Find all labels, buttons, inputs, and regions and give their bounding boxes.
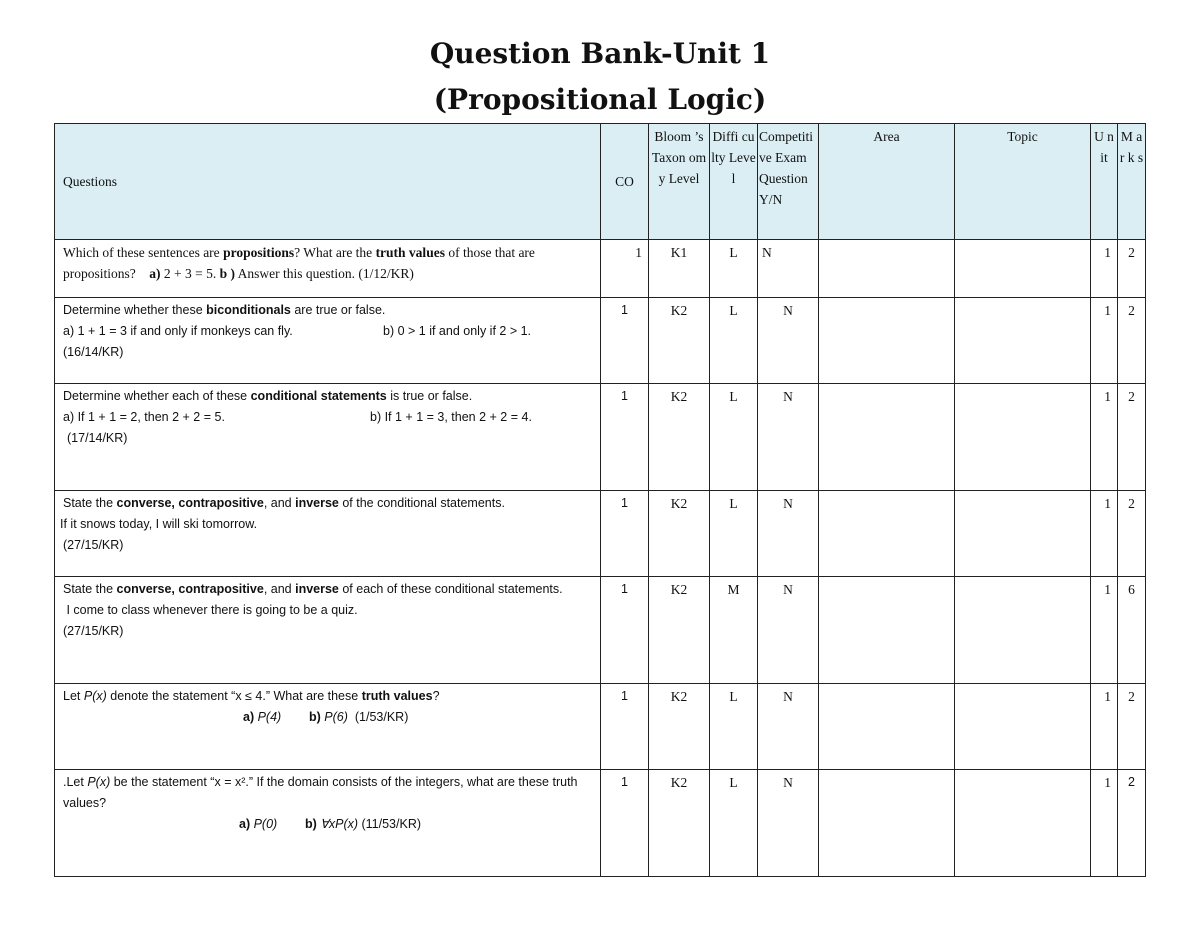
marks-cell: 2 — [1118, 491, 1146, 577]
question-text: is true or false. — [386, 389, 473, 403]
area-cell — [819, 577, 955, 684]
header-unit: U n it — [1091, 124, 1118, 240]
header-co: CO — [601, 124, 649, 240]
difficulty-cell: M — [710, 577, 758, 684]
part-label: b) — [305, 817, 317, 831]
competitive-cell: N — [758, 298, 819, 384]
question-text: Determine whether these — [63, 303, 207, 317]
table-row — [55, 684, 1146, 770]
co-cell: 1 — [601, 384, 649, 491]
co-cell: 1 — [601, 491, 649, 577]
competitive-cell: N — [758, 770, 819, 877]
question-cell — [55, 684, 601, 770]
topic-cell — [955, 577, 1091, 684]
header-competitive: Competiti ve Exam Question Y/N — [758, 124, 819, 240]
separator: , — [171, 496, 179, 510]
part-text: 2 + 3 = 5. — [160, 266, 220, 281]
bloom-cell: K2 — [649, 298, 710, 384]
question-cell — [55, 577, 601, 684]
keyword: conditional statements — [250, 389, 387, 403]
topic-cell — [955, 298, 1091, 384]
topic-cell — [955, 384, 1091, 491]
part-b-value: P(6) — [320, 710, 348, 724]
question-statement: If it snows today, I will ski tomorrow. — [60, 517, 258, 531]
separator: , and — [263, 496, 296, 510]
bloom-cell: K2 — [649, 770, 710, 877]
question-text: ? — [432, 689, 440, 703]
header-row — [55, 124, 1146, 240]
question-text: are true or false. — [290, 303, 386, 317]
co-cell: 1 — [601, 298, 649, 384]
keyword: converse — [116, 496, 172, 510]
area-cell — [819, 240, 955, 298]
marks-cell: 2 — [1118, 384, 1146, 491]
topic-cell — [955, 684, 1091, 770]
question-cell — [55, 384, 601, 491]
bloom-cell: K2 — [649, 491, 710, 577]
keyword: biconditionals — [206, 303, 291, 317]
unit-cell: 1 — [1091, 298, 1118, 384]
part-b-text: b) 0 > 1 if and only if 2 > 1. — [383, 324, 532, 338]
bloom-cell: K1 — [649, 240, 710, 298]
predicate: P(x) — [83, 689, 107, 703]
marks-cell: 6 — [1118, 577, 1146, 684]
keyword: propositions — [223, 245, 295, 260]
unit-cell: 1 — [1091, 240, 1118, 298]
difficulty-cell: L — [710, 384, 758, 491]
question-cell — [55, 298, 601, 384]
area-cell — [819, 298, 955, 384]
marks-cell: 2 — [1118, 770, 1146, 877]
bloom-cell: K2 — [649, 684, 710, 770]
question-ref: (16/14/KR) — [63, 345, 124, 359]
question-cell — [55, 240, 601, 298]
topic-cell — [955, 491, 1091, 577]
area-cell — [819, 684, 955, 770]
part-a-text: a) If 1 + 1 = 2, then 2 + 2 = 5. — [63, 410, 225, 424]
question-ref: (1/53/KR) — [347, 710, 409, 724]
question-text: .Let — [63, 775, 88, 789]
question-statement: I come to class whenever there is going to be a quiz. — [63, 603, 358, 617]
co-cell: 1 — [601, 240, 649, 298]
area-cell — [819, 491, 955, 577]
co-cell: 1 — [601, 577, 649, 684]
marks-cell: 2 — [1118, 298, 1146, 384]
bloom-cell: K2 — [649, 577, 710, 684]
unit-cell: 1 — [1091, 577, 1118, 684]
table-row — [55, 770, 1146, 877]
question-text: Which of these sentences are — [63, 245, 224, 260]
predicate: P(x) — [87, 775, 111, 789]
part-label: a) — [239, 817, 251, 831]
table-row — [55, 491, 1146, 577]
part-label: b) — [309, 710, 321, 724]
separator: , — [171, 582, 179, 596]
keyword: inverse — [295, 496, 339, 510]
part-a-value: P(0) — [250, 817, 278, 831]
question-text: Determine whether each of these — [63, 389, 251, 403]
part-b-text: b) If 1 + 1 = 3, then 2 + 2 = 4. — [370, 410, 532, 424]
unit-cell: 1 — [1091, 684, 1118, 770]
question-text: denote the statement “x ≤ 4.” What are these — [106, 689, 362, 703]
header-marks: M a r k s — [1118, 124, 1146, 240]
unit-cell: 1 — [1091, 491, 1118, 577]
question-text: be the statement “x = x².” If the domain consists of the integers, what are these truth values? — [63, 775, 578, 810]
keyword: truth values — [361, 689, 433, 703]
question-ref: (27/15/KR) — [63, 538, 124, 552]
difficulty-cell: L — [710, 770, 758, 877]
page-subtitle: (Propositional Logic) — [433, 83, 767, 116]
competitive-cell: N — [758, 240, 819, 298]
question-text: ? What are the — [294, 245, 376, 260]
question-ref: (11/53/KR) — [358, 817, 422, 831]
header-area: Area — [819, 124, 955, 240]
unit-cell: 1 — [1091, 770, 1118, 877]
part-label: a) — [149, 266, 161, 281]
difficulty-cell: L — [710, 240, 758, 298]
bloom-cell: K2 — [649, 384, 710, 491]
keyword: contrapositive — [178, 496, 264, 510]
header-topic: Topic — [955, 124, 1091, 240]
competitive-cell: N — [758, 491, 819, 577]
part-a-value: P(4) — [254, 710, 282, 724]
difficulty-cell: L — [710, 298, 758, 384]
question-ref: (27/15/KR) — [63, 624, 124, 638]
question-text: of those that are propositions? — [63, 245, 535, 281]
keyword: contrapositive — [178, 582, 264, 596]
difficulty-cell: L — [710, 491, 758, 577]
difficulty-cell: L — [710, 684, 758, 770]
question-text: State the — [63, 496, 117, 510]
unit-cell: 1 — [1091, 384, 1118, 491]
question-text: State the — [63, 582, 117, 596]
co-cell: 1 — [601, 770, 649, 877]
table-row — [55, 577, 1146, 684]
question-text: of the conditional statements. — [338, 496, 505, 510]
part-a-text: a) 1 + 1 = 3 if and only if monkeys can fly. — [63, 324, 293, 338]
topic-cell — [955, 240, 1091, 298]
table-row — [55, 384, 1146, 491]
question-cell — [55, 491, 601, 577]
part-label: b ) — [219, 266, 235, 281]
co-cell: 1 — [601, 684, 649, 770]
area-cell — [819, 770, 955, 877]
page-title: Question Bank-Unit 1 — [429, 37, 771, 70]
question-bank-table — [54, 123, 1146, 877]
header-questions: Questions — [55, 124, 601, 240]
table-row — [55, 240, 1146, 298]
part-b-value: ∀xP(x) — [316, 817, 359, 831]
keyword: converse — [116, 582, 172, 596]
keyword: truth values — [375, 245, 445, 260]
topic-cell — [955, 770, 1091, 877]
part-text: Answer this question. (1/12/KR) — [235, 266, 414, 281]
table-row — [55, 298, 1146, 384]
keyword: inverse — [295, 582, 339, 596]
question-cell — [55, 770, 601, 877]
competitive-cell: N — [758, 684, 819, 770]
header-difficulty: Diffi culty Leve l — [710, 124, 758, 240]
marks-cell: 2 — [1118, 684, 1146, 770]
separator: , and — [263, 582, 296, 596]
competitive-cell: N — [758, 384, 819, 491]
marks-cell: 2 — [1118, 240, 1146, 298]
competitive-cell: N — [758, 577, 819, 684]
part-label: a) — [243, 710, 255, 724]
area-cell — [819, 384, 955, 491]
question-text: Let — [63, 689, 84, 703]
question-text: of each of these conditional statements. — [338, 582, 563, 596]
question-ref: (17/14/KR) — [67, 431, 128, 445]
header-bloom: Bloom ’s Taxon omy Level — [649, 124, 710, 240]
